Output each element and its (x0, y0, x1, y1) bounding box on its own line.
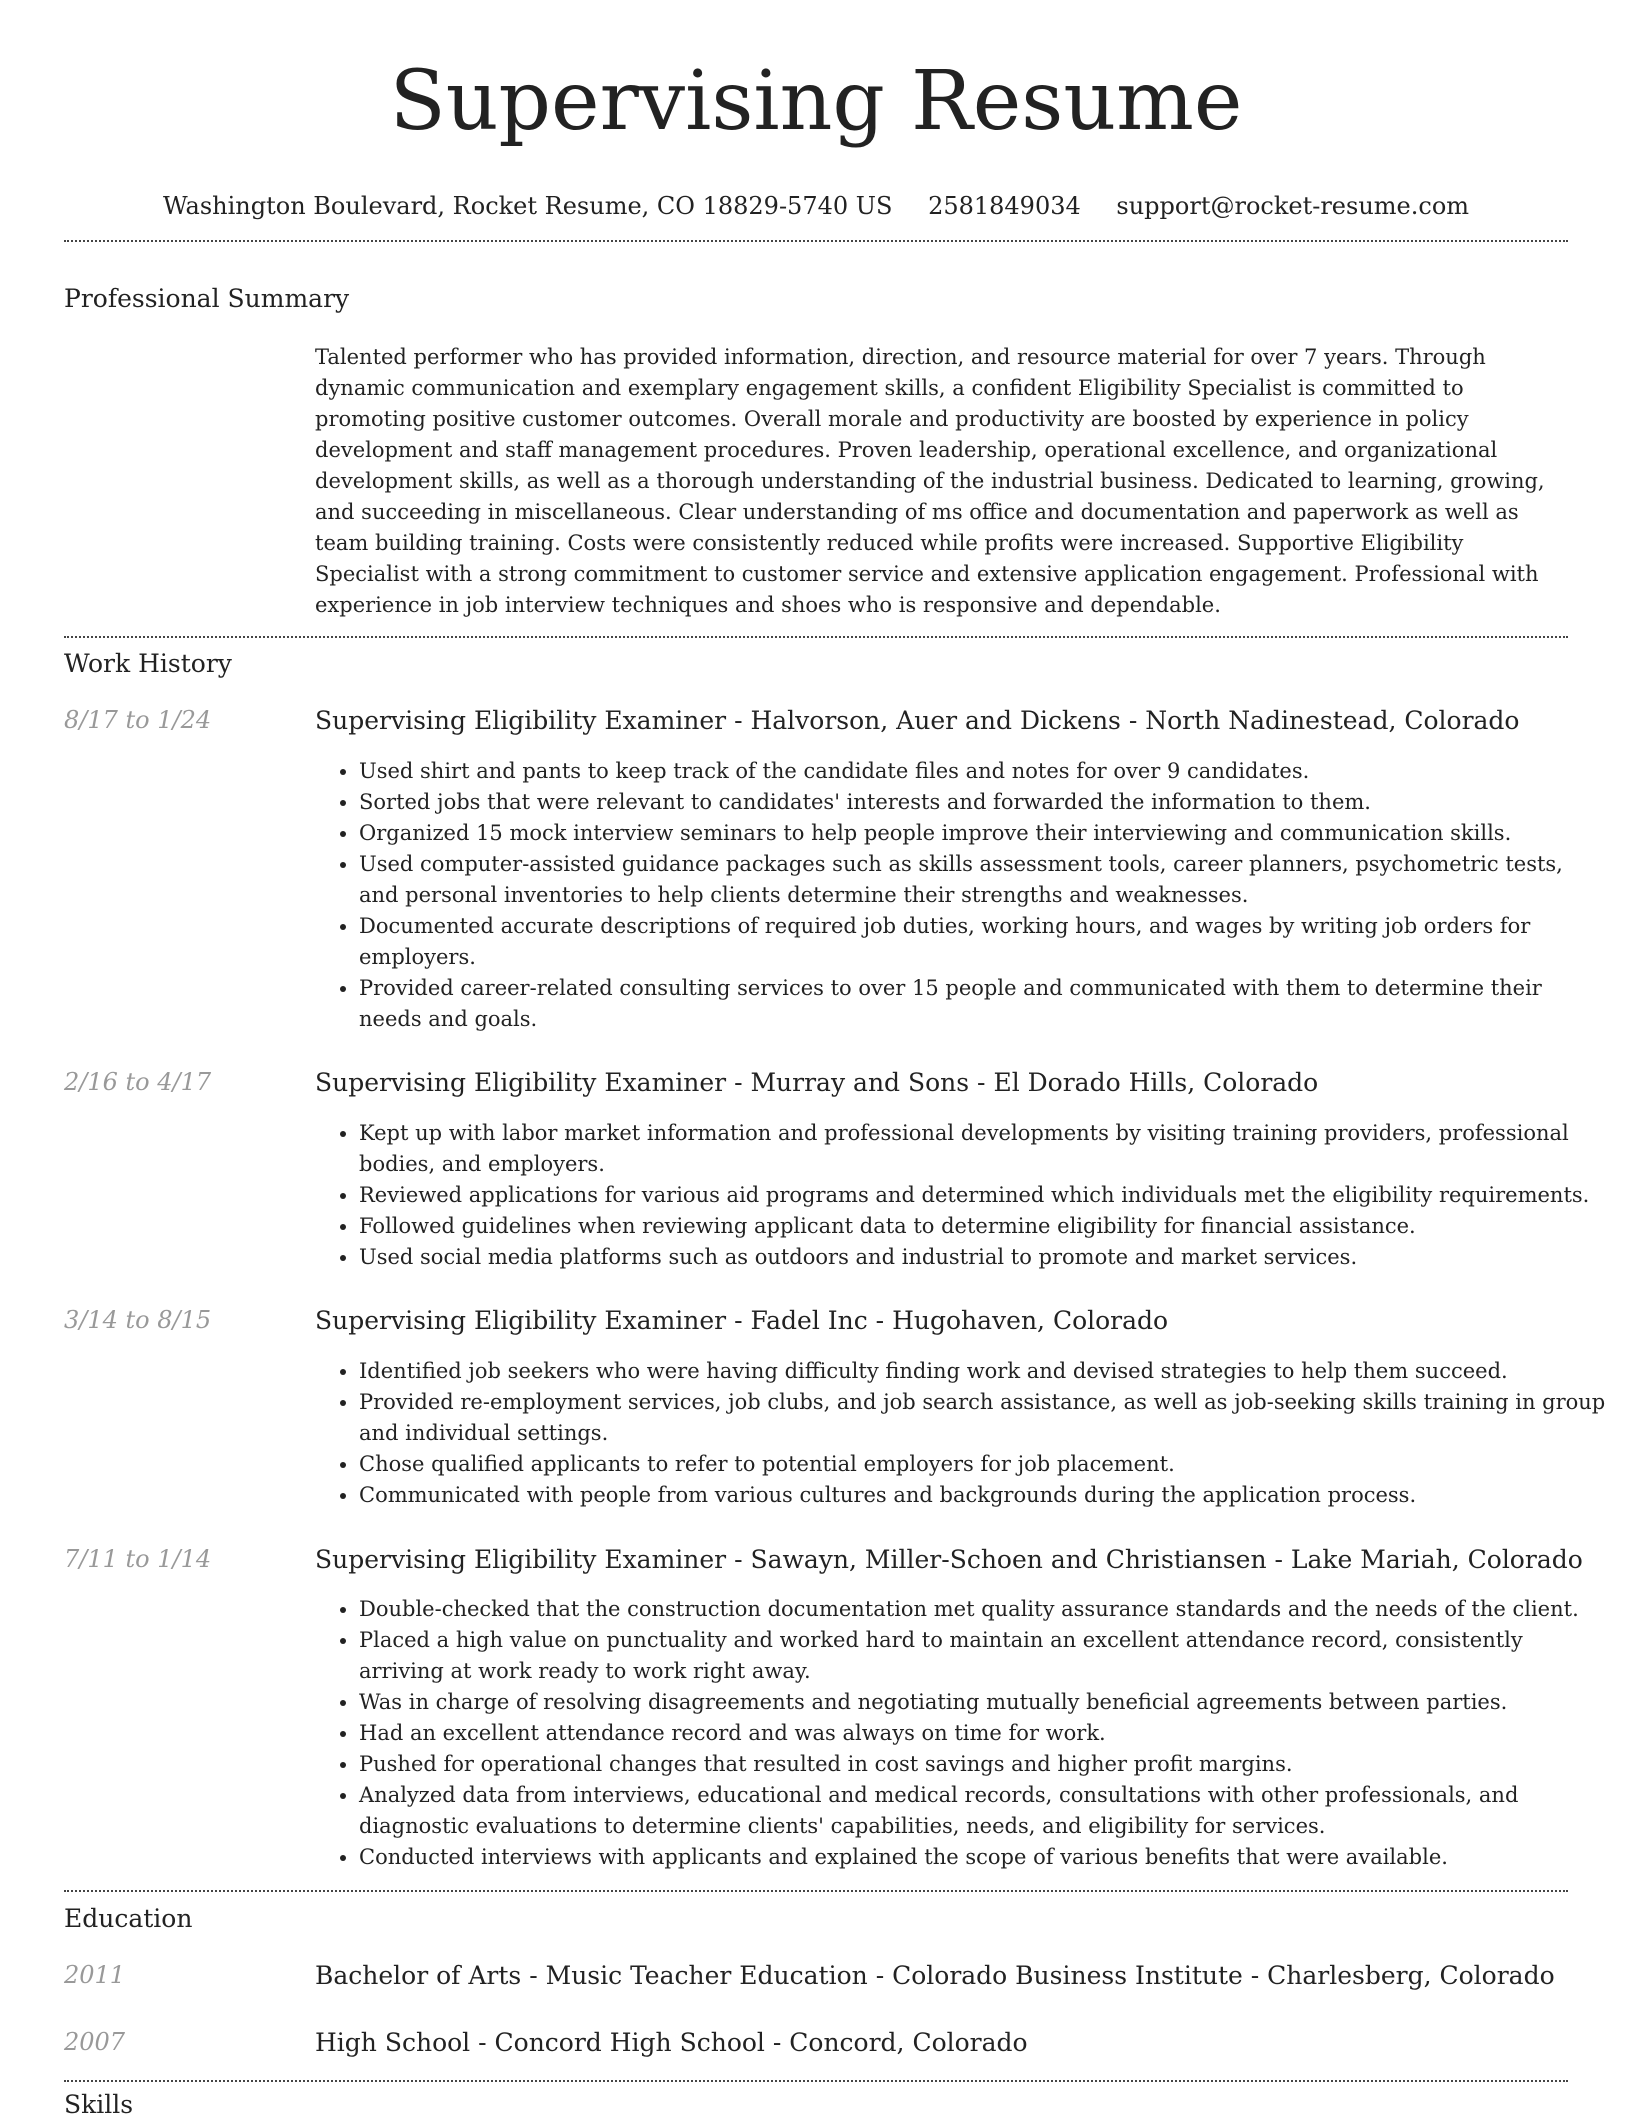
job-title: Supervising Eligibility Examiner - Halvorson, Auer and Dickens - North Nadinestead, Colorado (315, 706, 1520, 735)
job-date: 2/16 to 4/17 (64, 1068, 212, 1096)
list-item: • Kept up with labor market information and professional developments by visiting training providers, professional bodies, and employers. (359, 1118, 1609, 1180)
list-item: • Sorted jobs that were relevant to candidates' interests and forwarded the information to them. (359, 787, 1609, 818)
job-title: Supervising Eligibility Examiner - Sawayn, Miller-Schoen and Christiansen - Lake Mariah, Colorado (315, 1545, 1583, 1574)
list-item: • Organized 15 mock interview seminars to help people improve their interviewing and communication skills. (359, 818, 1609, 849)
list-item: • Used computer-assisted guidance packages such as skills assessment tools, career planners, psychometric tests, and personal inventories to help clients determine their strengths and weaknesses. (359, 849, 1609, 911)
list-item: • Provided re-employment services, job clubs, and job search assistance, as well as job-seeking skills training in group and individual settings. (359, 1387, 1609, 1449)
list-item: • Had an excellent attendance record and was always on time for work. (359, 1718, 1609, 1749)
job-bullets (315, 1356, 1609, 1511)
list-item: • Double-checked that the construction documentation met quality assurance standards and the needs of the client. (359, 1594, 1609, 1625)
job-title: Supervising Eligibility Examiner - Fadel Inc - Hugohaven, Colorado (315, 1306, 1169, 1335)
summary-text: Talented performer who has provided information, direction, and resource material for over 7 years. Through dynamic communication and exemplary engagement skills, a confident Eligibility Specialist is committed to promoting positive customer outcomes. Overall morale and productivity are boosted by experience in policy development and staff management procedures. Proven leadership, operational excellence, and organizational development skills, as well as a thorough understanding of the industrial business. Dedicated to learning, growing, and succeeding in miscellaneous. Clear understanding of ms office and documentation and paperwork as well as team building training. Costs were consistently reduced while profits were increased. Supportive Eligibility Specialist with a strong commitment to customer service and extensive application engagement. Professional with experience in job interview techniques and shoes who is responsive and dependable. (315, 345, 1545, 617)
contact-address: Washington Boulevard, Rocket Resume, CO 18829-5740 US (162, 192, 893, 220)
job-date: 8/17 to 1/24 (64, 706, 212, 734)
education-date: 2007 (64, 2028, 126, 2056)
education-title: Bachelor of Arts - Music Teacher Education - Colorado Business Institute - Charlesberg, Colorado (315, 1961, 1555, 1990)
list-item: • Was in charge of resolving disagreements and negotiating mutually beneficial agreements between parties. (359, 1687, 1609, 1718)
contact-email: support@rocket-resume.com (1116, 192, 1470, 220)
list-item: • Followed guidelines when reviewing applicant data to determine eligibility for financial assistance. (359, 1211, 1609, 1242)
divider (64, 2080, 1568, 2082)
list-item: • Used social media platforms such as outdoors and industrial to promote and market services. (359, 1242, 1609, 1273)
contact-phone: 2581849034 (928, 192, 1081, 220)
job-title: Supervising Eligibility Examiner - Murray and Sons - El Dorado Hills, Colorado (315, 1068, 1319, 1097)
list-item: • Provided career-related consulting services to over 15 people and communicated with them to determine their needs and goals. (359, 973, 1609, 1035)
skills-heading: Skills (64, 2090, 134, 2119)
list-item: • Identified job seekers who were having difficulty finding work and devised strategies to help them succeed. (359, 1356, 1609, 1387)
list-item: • Placed a high value on punctuality and worked hard to maintain an excellent attendance record, consistently arriving at work ready to work right away. (359, 1625, 1609, 1687)
divider (64, 1890, 1568, 1892)
job-bullets (315, 1118, 1609, 1273)
education-title: High School - Concord High School - Concord, Colorado (315, 2028, 1028, 2057)
education-date: 2011 (64, 1961, 126, 1989)
contact-line (0, 192, 1632, 220)
list-item: • Documented accurate descriptions of required job duties, working hours, and wages by writing job orders for employers. (359, 911, 1609, 973)
divider (64, 636, 1568, 638)
list-item: • Pushed for operational changes that resulted in cost savings and higher profit margins. (359, 1749, 1609, 1780)
list-item: • Chose qualified applicants to refer to potential employers for job placement. (359, 1449, 1609, 1480)
divider (64, 240, 1568, 242)
education-heading: Education (64, 1904, 193, 1933)
resume-name: Supervising Resume (389, 54, 1243, 149)
work-history-heading: Work History (64, 649, 232, 678)
list-item: • Used shirt and pants to keep track of the candidate files and notes for over 9 candidates. (359, 756, 1609, 787)
job-bullets (315, 1594, 1609, 1873)
list-item: • Reviewed applications for various aid programs and determined which individuals met the eligibility requirements. (359, 1180, 1609, 1211)
list-item: • Analyzed data from interviews, educational and medical records, consultations with other professionals, and diagnostic evaluations to determine clients' capabilities, needs, and eligibility for services. (359, 1780, 1609, 1842)
job-date: 3/14 to 8/15 (64, 1306, 212, 1334)
summary-heading: Professional Summary (64, 284, 350, 313)
list-item: • Conducted interviews with applicants and explained the scope of various benefits that were available. (359, 1842, 1609, 1873)
job-bullets (315, 756, 1609, 1035)
job-date: 7/11 to 1/14 (64, 1545, 212, 1573)
list-item: • Communicated with people from various cultures and backgrounds during the application process. (359, 1480, 1609, 1511)
